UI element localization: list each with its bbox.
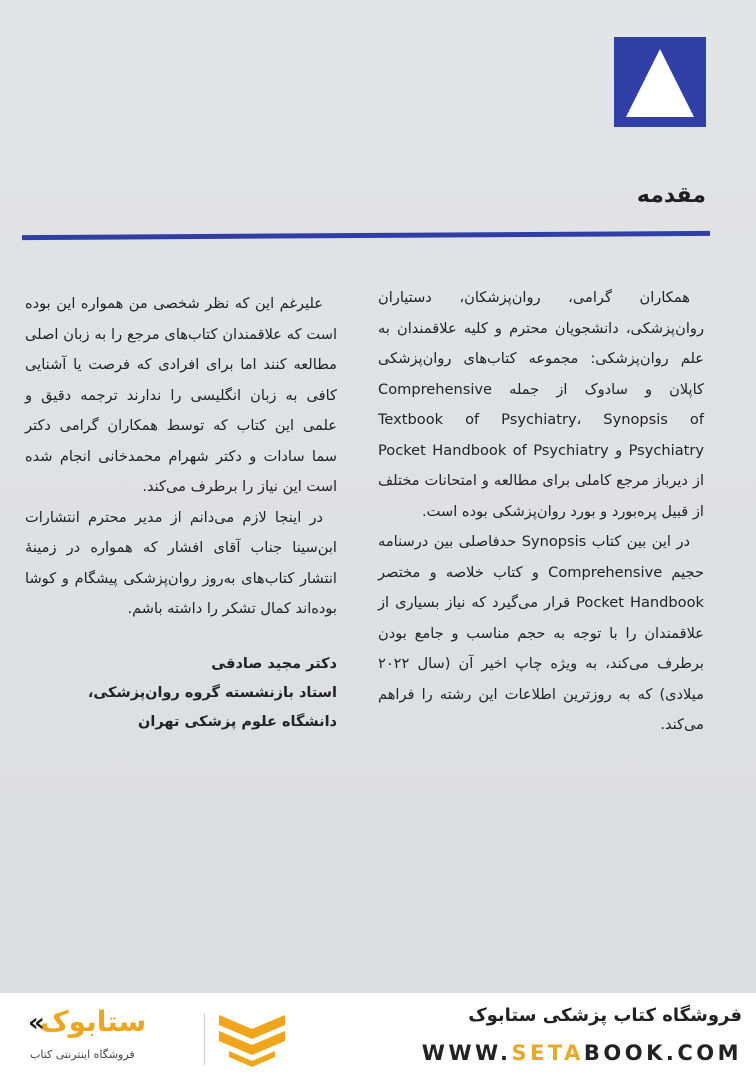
- paragraph: در اینجا لازم می‌دانم از مدیر محترم انتشارات ابن‌سینا جناب آقای افشار که همواره در زمینهٔ انتشار کتاب‌های به‌روز روان‌پزشکی پیشگام و کوشا بوده‌اند کمال تشکر را داشته باشم.: [25, 508, 337, 617]
- right-column: [378, 283, 704, 741]
- store-footer: [0, 993, 756, 1080]
- brand-wordmark: ستابوک: [40, 1005, 147, 1038]
- paragraph: همکاران گرامی، روان‌پزشکان، دستیاران روان‌پزشکی، دانشجویان محترم و کلیه علاقمندان به علم روان‌پزشکی: مجموعه کتاب‌های روان‌پزشکی کاپلان و سادوک از جمله Comprehensive Textbook of Psychiatry، Synopsis of Psychiatry و Pocket Handbook of Psychiatry از دیرباز مرجع کاملی برای مطالعه و امتحانات مختلف از قبیل پره‌بورد و بورد روان‌پزشکی بوده است.: [378, 289, 704, 520]
- signature-university: دانشگاه علوم پزشکی تهران: [138, 714, 337, 730]
- signature-position: استاد بازنشسته گروه روان‌پزشکی،: [87, 685, 337, 701]
- url-prefix: WWW.: [421, 1041, 512, 1065]
- brand-tagline: فروشگاه اینترنتی کتاب: [30, 1048, 135, 1061]
- publisher-logo: [614, 37, 706, 127]
- seta-logo-icon: [215, 1005, 289, 1069]
- left-column: [25, 289, 337, 625]
- signature-block: [25, 650, 337, 737]
- title-underline: [22, 231, 710, 240]
- store-name: فروشگاه کتاب پزشکی ستابوک: [468, 1005, 742, 1026]
- url-suffix: BOOK.COM: [583, 1041, 742, 1065]
- triangle-icon: [614, 37, 706, 127]
- signature-name: دکتر مجید صادقی: [211, 656, 337, 672]
- chevron-left-icon: «: [28, 1008, 45, 1038]
- paragraph: در این بین کتاب Synopsis حدفاصلی بین درسنامه حجیم Comprehensive و کتاب خلاصه و مختصر Pocket Handbook قرار می‌گیرد که نیاز بسیاری از علاقمندان را با توجه به حجم مناسب و جامع بودن برطرف می‌کند، به ویژه چاپ اخیر آن (سال ۲۰۲۲ میلادی) که به روزترین اطلاعات این رشته را فراهم می‌کند.: [378, 533, 704, 733]
- brand-divider: [204, 1013, 205, 1065]
- page-title: مقدمه: [636, 183, 706, 208]
- store-url-link[interactable]: [422, 1041, 742, 1065]
- paragraph: علیرغم این که نظر شخصی من همواره این بوده است که علاقمندان کتاب‌های مرجع را به زبان اصلی مطالعه کنند اما برای افرادی که فرصت یا آشنایی کافی به زبان انگلیسی را ندارند ترجمه دقیق و علمی این کتاب که توسط همکاران گرامی دکتر سما سادات و دکتر شهرام محمدخانی انجام شده است این نیاز را برطرف می‌کند.: [25, 295, 337, 495]
- url-accent: SETA: [511, 1041, 584, 1065]
